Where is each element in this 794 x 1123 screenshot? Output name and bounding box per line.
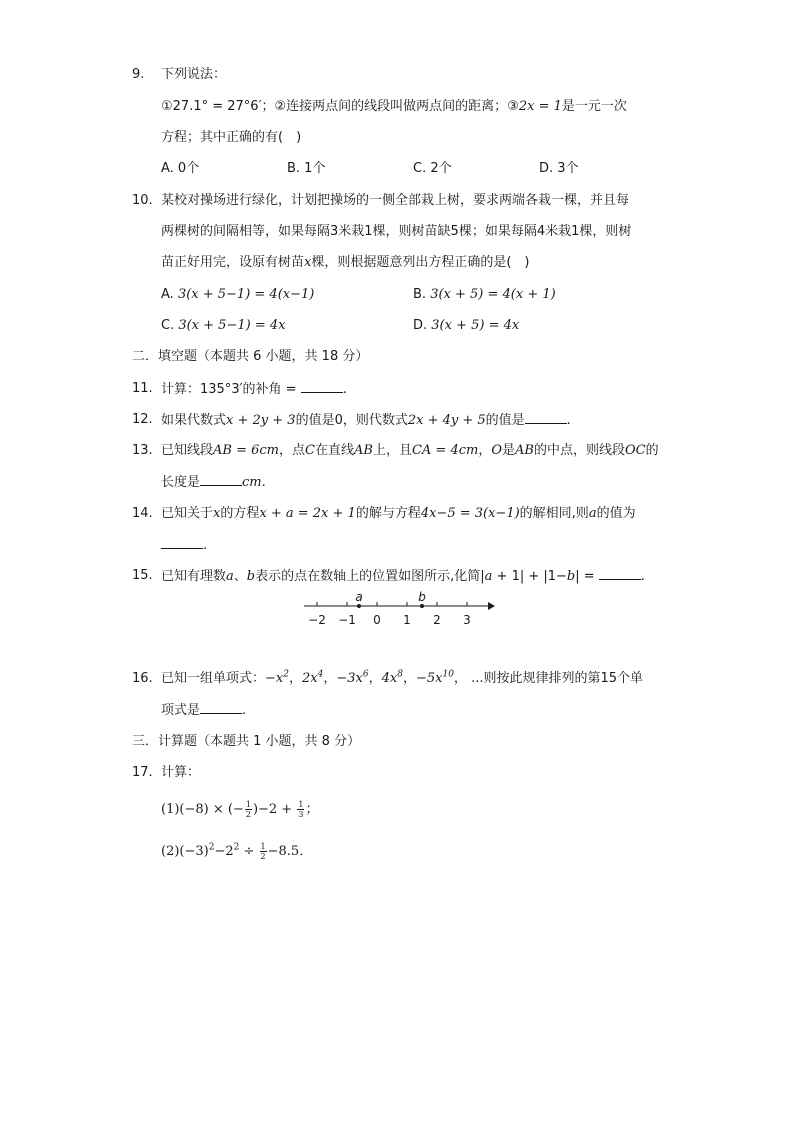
- q13-ab2: AB: [515, 443, 534, 458]
- q17-p1a: (1)(−8) × (−: [161, 802, 244, 817]
- q12-expr2: 2x + 4y + 5: [407, 413, 486, 428]
- q16-term2: $2x^4$: [302, 669, 324, 686]
- number-line-label-b: b: [418, 590, 426, 604]
- q16-end: .: [242, 703, 247, 718]
- q10-number: 10.: [132, 193, 153, 208]
- q10-line1: 某校对操场进行绿化，计划把操场的一侧全部栽上树，要求两端各栽一棵，并且每: [161, 193, 630, 208]
- q10-option-d-eq: 3(x + 5) = 4x: [431, 318, 520, 333]
- q10-option-a[interactable]: [161, 286, 314, 304]
- q14-line1: [161, 505, 636, 523]
- q10-option-b[interactable]: [413, 286, 556, 304]
- q13-c-point: C: [305, 443, 315, 458]
- q14-e: 的值为: [596, 506, 636, 521]
- q17-p2d: −8.5．: [267, 844, 313, 859]
- q11-number: 11.: [132, 381, 153, 396]
- q15-answer-blank[interactable]: [599, 567, 641, 580]
- q15-d: | =: [575, 569, 599, 584]
- q10-line3a: 苗正好用完，设原有树苗: [161, 255, 305, 270]
- q16-line1: 已知一组单项式：$-x^2$，$2x^4$，$-3x^6$，$4x^8$，$-5x^{10}$， ...则按此规律排列的第15个单: [161, 669, 644, 686]
- q10-option-a-label: A.: [161, 287, 178, 302]
- number-line-arrow: [488, 602, 495, 610]
- q12-a: 如果代数式: [161, 413, 227, 428]
- q15-c: + 1| + |1−: [492, 569, 567, 584]
- q14-answer-blank[interactable]: [161, 536, 203, 549]
- q16-term5: $-5x^{10}$: [415, 669, 454, 686]
- q15-line1: [161, 567, 645, 586]
- q10-option-b-label: B.: [413, 287, 431, 302]
- q14-c: 的解与方程: [355, 506, 421, 521]
- q14-b: 的方程: [220, 506, 260, 521]
- q12-b: 的值是0，则代数式: [295, 413, 408, 428]
- q17-p1end: ；: [305, 802, 319, 817]
- q14-var-x: x: [213, 506, 221, 521]
- number-line-label-a: a: [355, 590, 363, 604]
- q9-option-b[interactable]: B. 1个: [287, 161, 326, 176]
- q13-d: 上，且: [372, 443, 412, 458]
- q17-fraction-half: $\frac{1}{2}$: [245, 800, 251, 819]
- q15-number: 15.: [132, 568, 153, 583]
- number-line-tick-label: 3: [463, 613, 471, 627]
- q12-c: 的值是: [485, 413, 525, 428]
- q9-option-a[interactable]: A. 0个: [161, 161, 200, 176]
- q13-answer-blank[interactable]: [200, 473, 242, 486]
- q13-b: ，点: [279, 443, 306, 458]
- q15-a: 已知有理数: [161, 569, 227, 584]
- q9-option-c[interactable]: C. 2个: [413, 161, 452, 176]
- number-line-tick-label: 1: [403, 613, 411, 627]
- q13-a: 已知线段: [161, 443, 214, 458]
- q15-var-b: b: [246, 569, 256, 584]
- q17-number: 17.: [132, 765, 153, 780]
- q12-answer-blank[interactable]: [525, 411, 567, 424]
- q10-option-b-eq: 3(x + 5) = 4(x + 1): [430, 287, 556, 302]
- q10-option-d-label: D.: [413, 318, 432, 333]
- section-3-title: 三．计算题（本题共 1 小题，共 8 分）: [132, 734, 361, 749]
- q10-option-c-label: C.: [161, 318, 179, 333]
- q13-number: 13.: [132, 443, 153, 458]
- q11-stem: 计算：135°3′的补角 =: [161, 382, 301, 397]
- q13-line2: [161, 473, 266, 492]
- q17-p2b: −2: [214, 844, 234, 859]
- q17-fraction-half-2: $\frac{1}{2}$: [260, 842, 266, 861]
- number-line-figure: [296, 590, 496, 632]
- number-line-point-a: [357, 604, 361, 608]
- q12-text: [161, 411, 571, 430]
- q13-e: ，: [478, 443, 492, 458]
- q13-unit: cm.: [242, 475, 266, 490]
- q17-part1: [161, 800, 318, 819]
- q17-p2c: ÷: [239, 844, 259, 859]
- number-line-point-b: [420, 604, 424, 608]
- q15-var-a: a: [226, 569, 234, 584]
- q13-ca4: CA = 4cm: [411, 443, 479, 458]
- q14-number: 14.: [132, 506, 153, 521]
- q13-c: 在直线: [314, 443, 354, 458]
- q15-end: .: [640, 569, 645, 584]
- q10-line2: 两棵树的间隔相等，如果每隔3米栽1棵，则树苗缺5棵；如果每隔4米栽1棵，则树: [161, 224, 632, 239]
- q13-g: 的中点，则线段: [533, 443, 625, 458]
- q9-statements: ①27.1° = 27°6′；②连接两点间的线段叫做两点间的距离；③: [161, 99, 519, 114]
- q11-answer-blank[interactable]: [301, 380, 343, 393]
- q13-line1: [161, 442, 659, 460]
- q10-line3: [161, 254, 530, 272]
- q17-part2: [161, 842, 312, 861]
- number-line-tick-label: −1: [338, 613, 356, 627]
- q9-line2: [161, 98, 627, 116]
- q13-h: 的: [645, 443, 659, 458]
- number-line-tick-label: −2: [308, 613, 326, 627]
- q16-term4: $4x^8$: [381, 669, 403, 686]
- q14-line2: [161, 536, 207, 555]
- q14-end: .: [203, 538, 208, 553]
- q13-f: 是: [502, 443, 516, 458]
- q16-term3: $-3x^6$: [336, 669, 369, 686]
- q10-var-x: x: [304, 255, 312, 270]
- q10-option-d[interactable]: [413, 317, 519, 335]
- q17-p2-sq1: 2: [208, 842, 215, 853]
- q9-option-d[interactable]: D. 3个: [539, 161, 579, 176]
- q16-b: ...则按此规律排列的第15个单: [466, 671, 644, 686]
- q14-eq1: x + a = 2x + 1: [259, 506, 356, 521]
- q13-l2: 长度是: [161, 475, 201, 490]
- q9-number: 9.: [132, 67, 145, 82]
- q12-number: 12.: [132, 412, 153, 427]
- q14-d: 的解相同,则: [519, 506, 589, 521]
- q16-l2: 项式是: [161, 703, 201, 718]
- q15-b: 表示的点在数轴上的位置如图所示,化简|: [255, 569, 485, 584]
- q9-stem: 下列说法：: [161, 67, 227, 82]
- q12-expr1: x + 2y + 3: [226, 413, 296, 428]
- q10-line3b: 棵，则根据题意列出方程正确的是( ): [311, 255, 530, 270]
- q15-sep: 、: [233, 569, 247, 584]
- q13-oc: OC: [625, 443, 646, 458]
- q17-p2-sq2: 2: [233, 842, 240, 853]
- q17-fraction-third: $\frac{1}{3}$: [298, 800, 304, 819]
- q9-line2-end: 是一元一次: [561, 99, 627, 114]
- q12-end: .: [566, 413, 571, 428]
- q13-o-point: O: [491, 443, 503, 458]
- q13-ab: AB: [353, 443, 373, 458]
- q16-number: 16.: [132, 671, 153, 686]
- q16-answer-blank[interactable]: [200, 701, 242, 714]
- q9-equation: 2x = 1: [518, 99, 562, 114]
- q17-stem: 计算：: [161, 765, 201, 780]
- section-2-title: 二．填空题（本题共 6 小题，共 18 分）: [132, 349, 369, 364]
- q15-var-a2: a: [484, 569, 493, 584]
- q16-line2: [161, 701, 246, 720]
- q14-var-a: a: [588, 506, 597, 521]
- q14-eq2: 4x−5 = 3(x−1): [420, 506, 520, 521]
- q17-p2a: (2)(−3): [161, 844, 209, 859]
- q13-ab6: AB = 6cm: [213, 443, 279, 458]
- q11-text: [161, 380, 347, 399]
- q15-var-b2: b: [566, 569, 576, 584]
- number-line-tick-label: 2: [433, 613, 441, 627]
- q10-option-c[interactable]: [161, 317, 285, 335]
- q10-option-c-eq: 3(x + 5−1) = 4x: [178, 318, 286, 333]
- q11-end: .: [342, 382, 347, 397]
- q16-a: 已知一组单项式：: [161, 671, 266, 686]
- q14-a: 已知关于: [161, 506, 214, 521]
- q9-line3: 方程；其中正确的有( ): [161, 130, 302, 145]
- q17-p1b: )−2 +: [252, 802, 297, 817]
- q10-option-a-eq: 3(x + 5−1) = 4(x−1): [177, 287, 315, 302]
- number-line-tick-label: 0: [373, 613, 381, 627]
- q16-term1: $-x^2$: [265, 669, 289, 686]
